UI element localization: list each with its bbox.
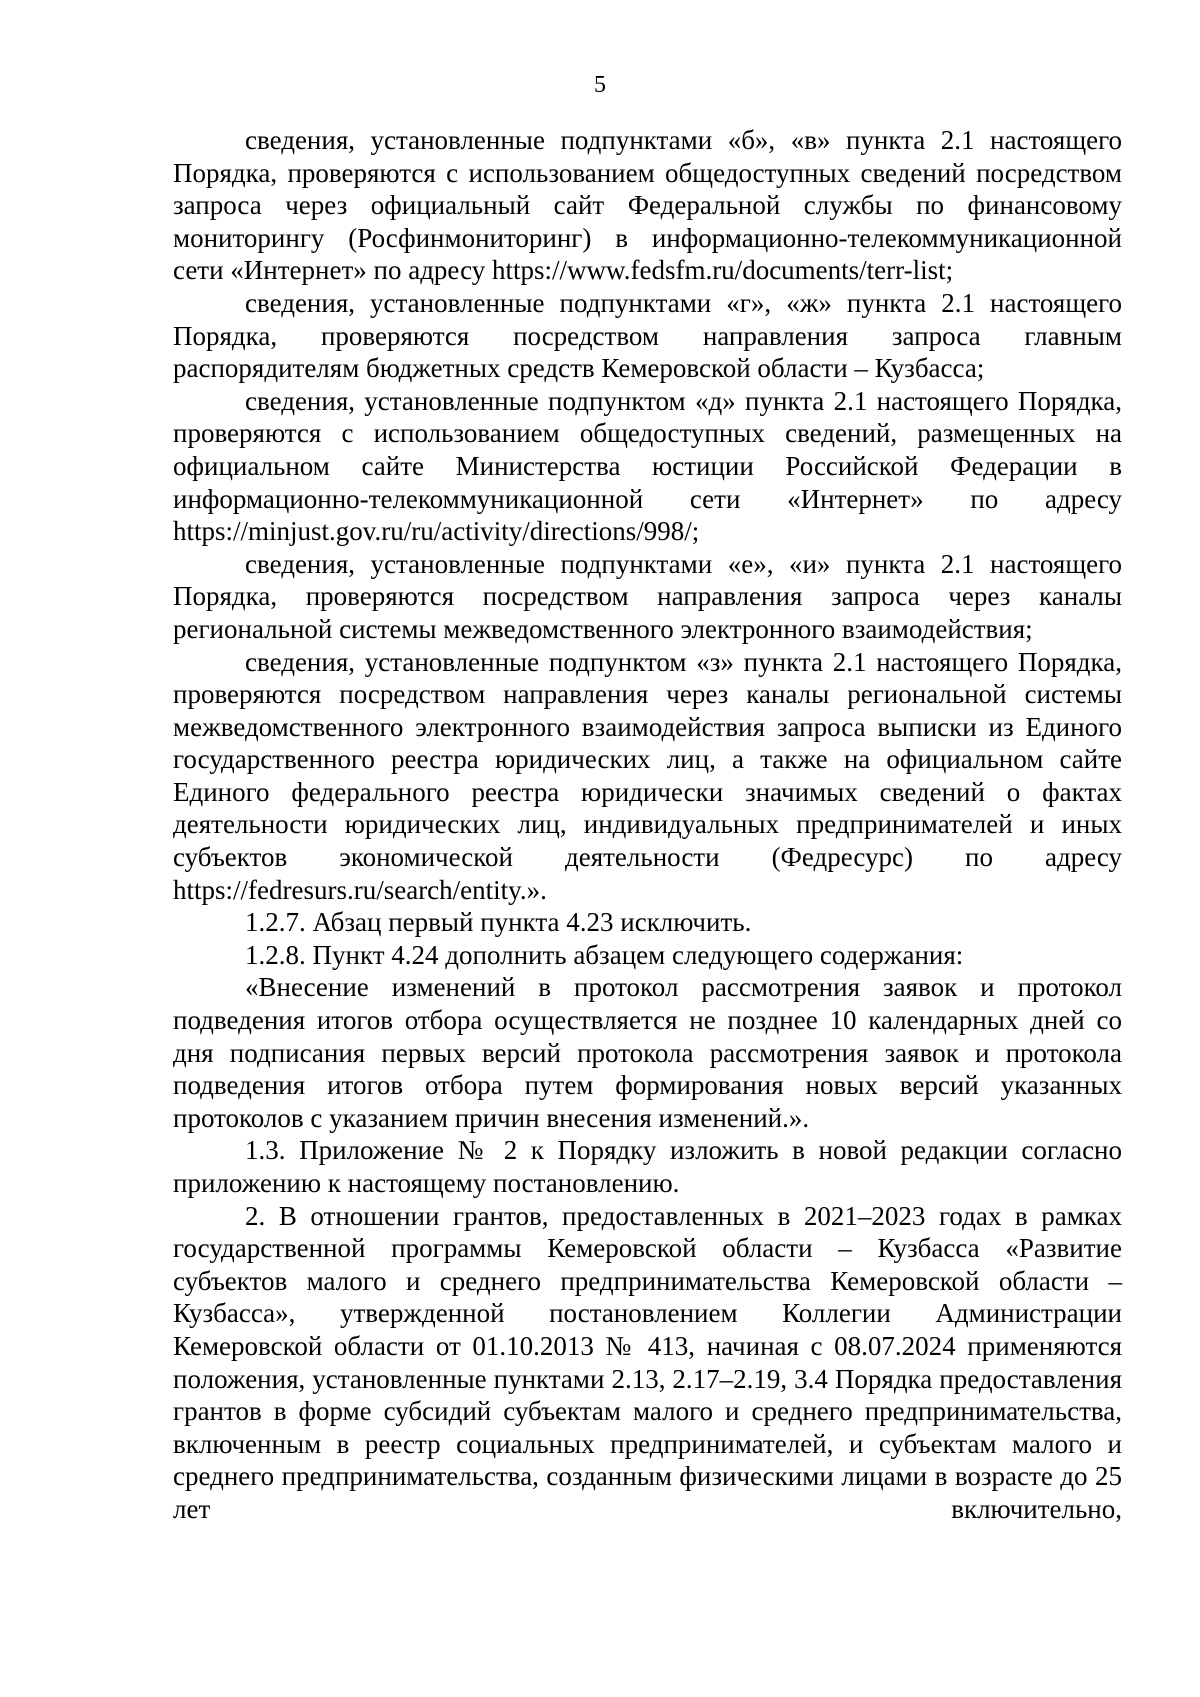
paragraph-b-v-check: сведения, установленные подпунктами «б», «в» пункта 2.1 настоящего Порядка, проверяются с использованием общедоступных сведений посредством запроса через официальный сайт Федеральной службы по финансовому мониторингу (Росфинмониторинг) в информационно-телекоммуникационной сети «Интернет» по адресу https://www.fedsfm.ru/documents/terr-list; [173,125,1122,286]
paragraph-1-2-7: 1.2.7. Абзац первый пункта 4.23 исключить. [245,907,752,938]
paragraph-e-i-check: сведения, установленные подпунктами «е», «и» пункта 2.1 настоящего Порядка, проверяются посредством направления запроса через каналы региональной системы межведомственного электронного взаимодействия; [173,548,1122,644]
paragraph-2-grants: 2. В отношении грантов, предоставленных в 2021–2023 годах в рамках государственной программы Кемеровской области – Кузбасса «Развитие субъектов малого и среднего предпринимательства Кемеровской области – Кузбасса», утвержденной постановлением Коллегии Администрации Кемеровской области от 01.10.2013 № 413, начиная с 08.07.2024 применяются положения, установленные пунктами 2.13, 2.17–2.19, 3.4 Порядка предоставления грантов в форме субсидий субъектам малого и среднего предпринимательства, включенным в реестр социальных предпринимателей, и субъектам малого и среднего предпринимательства, созданным физическими лицами в возрасте до 25 лет включительно, [173,1200,1122,1524]
page-number: 5 [594,72,606,98]
paragraph-1-3: 1.3. Приложение № 2 к Порядку изложить в новой редакции согласно приложению к настоящему постановлению. [173,1135,1122,1198]
paragraph-g-zh-check: сведения, установленные подпунктами «г», «ж» пункта 2.1 настоящего Порядка, проверяются посредством направления запроса главным распорядителям бюджетных средств Кемеровской области – Кузбасса; [173,287,1122,384]
paragraph-1-2-8: 1.2.8. Пункт 4.24 дополнить абзацем следующего содержания: [245,939,964,970]
paragraph-d-check: сведения, установленные подпунктом «д» пункта 2.1 настоящего Порядка, проверяются с использованием общедоступных сведений, размещенных на официальном сайте Министерства юстиции Российской Федерации в информационно-телекоммуникационной сети «Интернет» по адресу https://minjust.gov.ru/ru/activity/directions/998/; [173,385,1122,547]
paragraph-z-check: сведения, установленные подпунктом «з» пункта 2.1 настоящего Порядка, проверяются посредством направления через каналы региональной системы межведомственного электронного взаимодействия запроса выписки из Единого государственного реестра юридических лиц, а также на официальном сайте Единого федерального реестра юридически значимых сведений о фактах деятельности юридических лиц, индивидуальных предпринимателей и иных субъектов экономической деятельности (Федресурс) по адресу https://fedresurs.ru/search/entity.». [173,646,1122,905]
document-body [173,124,1122,1526]
paragraph-quoted-amendment: «Внесение изменений в протокол рассмотрения заявок и протокол подведения итогов отбора осуществляется не позднее 10 календарных дней со дня подписания первых версий протокола рассмотрения заявок и протокола подведения итогов отбора путем формирования новых версий указанных протоколов с указанием причин внесения изменений.». [173,972,1122,1133]
